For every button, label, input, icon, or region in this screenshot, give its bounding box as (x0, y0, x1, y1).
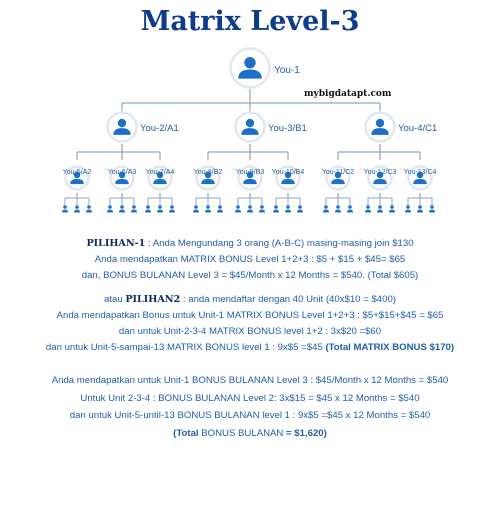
monthly-line1: Anda mendapatkan untuk Unit-1 BONUS BULANAN Level 3 : $45/Month x 12 Months = $540 (51, 375, 449, 386)
level1-label: You-3/B1 (268, 123, 307, 134)
level1-label: You-2/A1 (140, 123, 179, 134)
option2-line2: Anda mendapatkan Bonus untuk Unit-1 MATRIX BONUS Level 1+2+3 : $5+$15+$45 = $65 (56, 310, 444, 321)
page-title: Matrix Level-3 (140, 6, 360, 37)
mini-person-body-icon (259, 210, 265, 213)
mini-person-icon (170, 205, 174, 209)
mini-person-body-icon (145, 210, 151, 213)
mini-person-icon (286, 205, 290, 209)
mini-person-body-icon (131, 210, 137, 213)
mini-person-icon (120, 205, 124, 209)
option1-line1: PILIHAN-1 : Anda Mengundang 3 orang (A-B-C) masing-masing join $130 (86, 238, 414, 249)
mini-person-body-icon (119, 210, 125, 213)
level2-label: You-13/C4 (403, 169, 437, 176)
matrix-total: (Total MATRIX BONUS $170) (325, 342, 455, 353)
option2-block (0, 292, 500, 356)
level2-label: You-12/C3 (363, 169, 397, 176)
mini-person-body-icon (297, 210, 303, 213)
mini-person-icon (406, 205, 410, 209)
level2-label: You-7/A4 (145, 169, 175, 176)
level2-label: You-10/B4 (271, 169, 305, 176)
mini-person-icon (298, 205, 302, 209)
mini-person-body-icon (323, 210, 329, 213)
mini-person-icon (194, 205, 198, 209)
mini-person-body-icon (157, 210, 163, 213)
mini-person-body-icon (285, 210, 291, 213)
option1-block (0, 236, 500, 284)
option1-line3: dan, BONUS BULANAN Level 3 = $45/Month x 12 Months = $540. (Total $605) (81, 270, 419, 281)
mini-person-body-icon (273, 210, 279, 213)
mini-person-icon (274, 205, 278, 209)
level2-label: You-6/A3 (107, 169, 137, 176)
mini-person-body-icon (107, 210, 113, 213)
root-label: You-1 (274, 65, 300, 76)
mini-person-icon (378, 205, 382, 209)
mini-person-icon (206, 205, 210, 209)
mini-person-body-icon (347, 210, 353, 213)
mini-person-icon (260, 205, 264, 209)
mini-person-icon (158, 205, 162, 209)
monthly-total: (Total BONUS BULANAN = $1,620) (173, 427, 327, 439)
option1-name: PILIHAN-1 (86, 238, 146, 249)
mini-person-icon (348, 205, 352, 209)
level2-label: You-5/A2 (62, 169, 92, 176)
mini-person-icon (236, 205, 240, 209)
mini-person-body-icon (429, 210, 435, 213)
option2-name: PILIHAN2 (125, 294, 181, 305)
monthly-line2: Untuk Unit 2-3-4 : BONUS BULANAN Level 2: 3x$15 = $45 x 12 Months = $540 (80, 392, 420, 404)
mini-person-icon (63, 205, 67, 209)
mini-person-body-icon (74, 210, 80, 213)
monthly-block (0, 372, 500, 442)
level2-label: You-8/B2 (193, 169, 223, 176)
mini-person-icon (75, 205, 79, 209)
mini-person-icon (108, 205, 112, 209)
matrix-tree-diagram (0, 0, 500, 230)
mini-person-body-icon (247, 210, 253, 213)
mini-person-icon (366, 205, 370, 209)
level1-label: You-4/C1 (398, 123, 438, 134)
mini-person-body-icon (86, 210, 92, 213)
mini-person-body-icon (205, 210, 211, 213)
mini-person-body-icon (377, 210, 383, 213)
option1-line2: Anda mendapatkan MATRIX BONUS Level 1+2+3 : $5 + $15 + $45= $65 (94, 254, 406, 265)
mini-person-body-icon (193, 210, 199, 213)
mini-person-body-icon (169, 210, 175, 213)
mini-person-icon (418, 205, 422, 209)
monthly-line3: dan untuk Unit-5-until-13 BONUS BULANAN level 1 : 9x$5 =$45 x 12 Months = $540 (69, 410, 431, 421)
mini-person-icon (87, 205, 91, 209)
mini-person-body-icon (365, 210, 371, 213)
mini-person-icon (248, 205, 252, 209)
mini-person-icon (324, 205, 328, 209)
mini-person-icon (336, 205, 340, 209)
mini-person-body-icon (417, 210, 423, 213)
level2-label: You-9/B3 (235, 169, 265, 176)
mini-person-icon (218, 205, 222, 209)
mini-person-body-icon (235, 210, 241, 213)
mini-person-icon (430, 205, 434, 209)
option2-line1: atau PILIHAN2 : anda mendaftar dengan 40 Unit (40x$10 = $400) (104, 294, 396, 305)
mini-person-icon (132, 205, 136, 209)
mini-person-body-icon (405, 210, 411, 213)
watermark: mybigdatapt.com (304, 89, 392, 99)
mini-person-body-icon (335, 210, 341, 213)
level2-label: You-11/C2 (321, 169, 355, 176)
option2-line3: dan untuk Unit-2-3-4 MATRIX BONUS level 1+2 : 3x$20 =$60 (118, 326, 382, 337)
mini-person-body-icon (62, 210, 68, 213)
mini-person-icon (146, 205, 150, 209)
option2-line4: dan untuk Unit-5-sampai-13 MATRIX BONUS level 1 : 9x$5 =$45 (Total MATRIX BONUS $170) (45, 342, 455, 353)
mini-person-icon (390, 205, 394, 209)
mini-person-body-icon (389, 210, 395, 213)
mini-person-body-icon (217, 210, 223, 213)
